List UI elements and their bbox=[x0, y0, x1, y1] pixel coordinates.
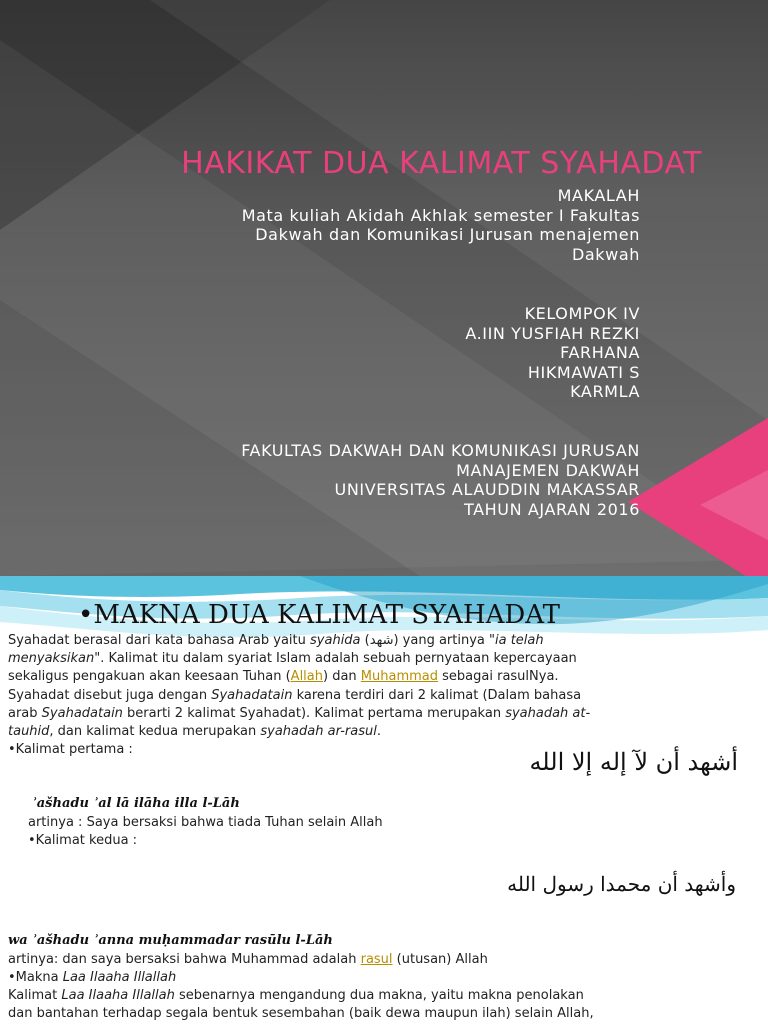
paragraph-line bbox=[8, 650, 764, 668]
arabic-shahada-first: أشهد أن لآ إله إلا الله bbox=[529, 748, 738, 776]
text-run-italic: Syahadatain bbox=[211, 687, 293, 703]
institution-line: FAKULTAS DAKWAH DAN KOMUNIKASI JURUSAN bbox=[241, 441, 640, 460]
text-run: Syahadat disebut juga dengan bbox=[8, 687, 212, 703]
allah-link[interactable]: Allah bbox=[290, 669, 323, 685]
arabic-shahada-second: وأشهد أن محمدا رسول الله bbox=[507, 872, 736, 896]
text-run-italic: ia telah bbox=[495, 633, 544, 648]
makalah-line: Dakwah bbox=[571, 244, 640, 264]
paragraph-line bbox=[8, 632, 764, 650]
institution-line: MANAJEMEN DAKWAH bbox=[456, 460, 640, 480]
presentation-title: HAKIKAT DUA KALIMAT SYAHADAT bbox=[181, 146, 702, 181]
member-name: KARMLA bbox=[570, 382, 640, 401]
member-name: A.IIN YUSFIAH REZKI bbox=[465, 323, 640, 343]
definition-paragraph bbox=[8, 632, 764, 759]
makalah-line: Mata kuliah Akidah Akhlak semester I Fakultas bbox=[241, 205, 640, 225]
institution-line: TAHUN AJARAN 2016 bbox=[464, 499, 640, 519]
text-run: , dan kalimat kedua merupakan bbox=[49, 724, 261, 740]
paragraph-line bbox=[8, 668, 764, 686]
makna-heading bbox=[8, 969, 176, 987]
muhammad-link[interactable]: Muhammad bbox=[360, 669, 439, 685]
institution-line: UNIVERSITAS ALAUDDIN MAKASSAR bbox=[334, 480, 640, 499]
transliteration-first: ʾašhadu ʾal lā ilāha illa l-Lāh bbox=[32, 796, 240, 811]
kalimat-pertama-label: •Kalimat pertama : bbox=[8, 742, 133, 758]
text-run-italic: Laa Ilaaha Illallah bbox=[62, 970, 177, 985]
text-run: . bbox=[376, 724, 381, 740]
text-run: berarti 2 kalimat Syahadat). Kalimat pertama merupakan bbox=[122, 705, 506, 721]
text-run: sekaligus pengakuan akan keesaan Tuhan ( bbox=[8, 669, 291, 685]
makna-line bbox=[8, 987, 584, 1005]
paragraph-line bbox=[8, 723, 764, 741]
text-run-italic: Laa Ilaaha Illallah bbox=[61, 988, 175, 1003]
text-run: •Makna bbox=[8, 970, 63, 985]
translation-first: artinya : Saya bersaksi bahwa tiada Tuhan selain Allah bbox=[28, 815, 383, 830]
text-run: (شهد) yang artinya " bbox=[360, 633, 495, 648]
text-run: sebenarnya mengandung dua makna, yaitu makna penolakan bbox=[174, 988, 584, 1003]
transliteration-second: wa ʾašhadu ʾanna muḥammadar rasūlu l-Lāh bbox=[8, 933, 333, 948]
kelompok-block bbox=[465, 304, 640, 402]
text-run-italic: syahadah at- bbox=[505, 705, 591, 721]
member-name: HIKMAWATI S bbox=[527, 362, 640, 382]
kalimat-kedua-label: •Kalimat kedua : bbox=[28, 833, 138, 848]
kelompok-line: KELOMPOK IV bbox=[524, 304, 640, 323]
text-run: Kalimat bbox=[8, 988, 62, 1003]
member-name: FARHANA bbox=[560, 343, 640, 362]
text-run-italic: tauhid bbox=[8, 724, 50, 740]
makalah-line: Dakwah dan Komunikasi Jurusan menajemen bbox=[255, 225, 640, 244]
text-run: arab bbox=[8, 705, 42, 721]
paragraph-line bbox=[8, 705, 764, 723]
text-run: sebagai rasulNya. bbox=[438, 669, 559, 685]
text-run: artinya: dan saya bersaksi bahwa Muhammad adalah bbox=[8, 952, 361, 967]
text-run: ) dan bbox=[323, 669, 361, 685]
text-run-italic: syahadah ar-rasul bbox=[260, 724, 377, 740]
text-run: karena terdiri dari 2 kalimat (Dalam bahasa bbox=[292, 687, 582, 703]
text-run-italic: syahida bbox=[310, 633, 361, 648]
content-slide bbox=[0, 576, 768, 1024]
institution-block bbox=[241, 441, 640, 519]
rasul-link[interactable]: rasul bbox=[360, 952, 393, 967]
makalah-block bbox=[242, 186, 640, 264]
text-run-italic: Syahadatain bbox=[41, 705, 123, 721]
text-run-italic: menyaksikan" bbox=[8, 651, 101, 667]
text-run: Syahadat berasal dari kata bahasa Arab yaitu bbox=[8, 633, 311, 648]
translation-second bbox=[8, 951, 488, 969]
paragraph-line bbox=[8, 687, 764, 705]
section-title: •MAKNA DUA KALIMAT SYAHADAT bbox=[78, 600, 560, 630]
text-run: (utusan) Allah bbox=[392, 952, 488, 967]
makna-line: dan bantahan terhadap segala bentuk sesembahan (baik dewa maupun ilah) selain Allah, bbox=[8, 1006, 594, 1021]
makalah-line: MAKALAH bbox=[557, 186, 640, 205]
text-run: . Kalimat itu dalam syariat Islam adalah sebuah pernyataan kepercayaan bbox=[100, 651, 577, 667]
